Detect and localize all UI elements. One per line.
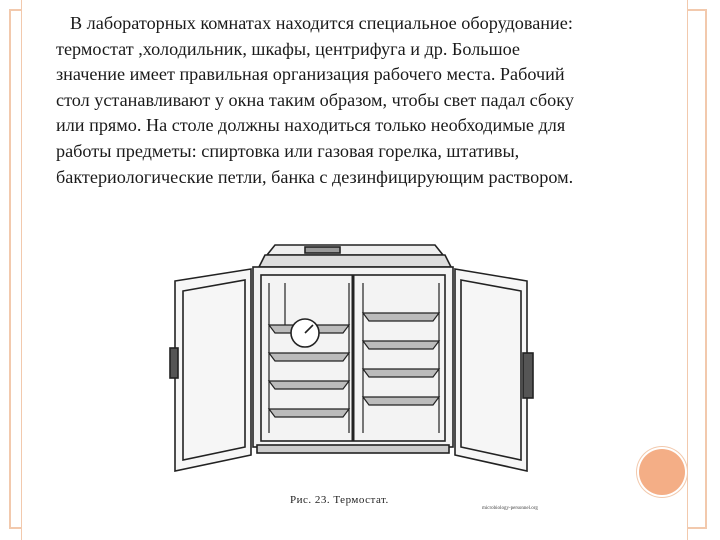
paragraph-line: стол устанавливают у окна таким образом, чтобы свет падал сбоку: [56, 89, 574, 110]
paragraph-line: термостат ,холодильник, шкафы, центрифуга и др. Большое: [56, 38, 520, 59]
body-paragraph: [56, 11, 625, 190]
thermostat-illustration: [165, 233, 545, 523]
paragraph-line: В лабораторных комнатах находится специальное оборудование:: [70, 13, 573, 33]
figure-caption: Рис. 23. Термостат.: [290, 494, 389, 506]
paragraph-line: работы предметы: спиртовка или газовая горелка, штативы,: [56, 140, 520, 161]
watermark: microbiology-personnel.org: [482, 506, 538, 511]
paragraph-line: бактериологические петли, банка с дезинфицирующим раствором.: [56, 166, 574, 187]
paragraph-line: значение имеет правильная организация рабочего места. Рабочий: [56, 64, 565, 85]
decorative-circle: [639, 449, 685, 495]
paragraph-line: или прямо. На столе должны находиться только необходимые для: [56, 115, 566, 136]
